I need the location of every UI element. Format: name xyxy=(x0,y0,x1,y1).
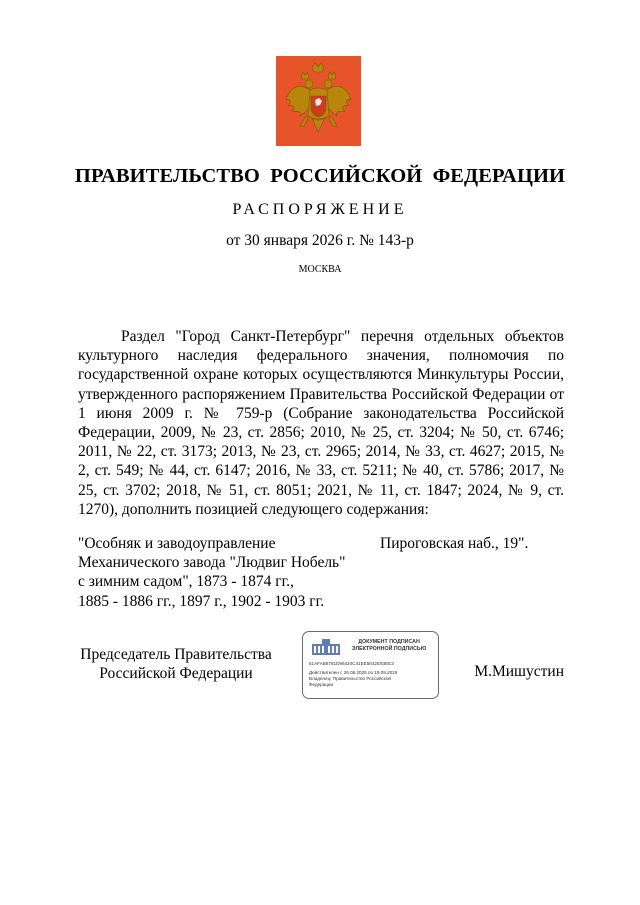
certificate-serial: 51AFAB8781D96420C41EE5042E93EE3 xyxy=(309,661,394,666)
signatory-position xyxy=(76,645,276,683)
heritage-object-name xyxy=(78,534,368,611)
stamp-title-line: ЭЛЕКТРОННОЙ ПОДПИСЬЮ xyxy=(351,646,427,652)
object-name-line: с зимним садом", 1873 - 1874 гг., xyxy=(78,573,294,591)
stamp-title xyxy=(343,639,435,653)
document-city: МОСКВА xyxy=(298,264,342,275)
certificate-validity: Действителен с 26.06.2025 по 19.09.2026 xyxy=(309,670,398,675)
stamp-title-line: ДОКУМЕНТ ПОДПИСАН xyxy=(358,639,420,645)
document-type: РАСПОРЯЖЕНИЕ xyxy=(232,201,408,218)
certificate-owner: Федерации xyxy=(309,682,334,687)
russian-coat-of-arms-icon xyxy=(276,56,361,146)
object-name-line: "Особняк и заводоуправление xyxy=(78,535,276,552)
certificate-owner: Владелец: Правительство Российской xyxy=(309,676,391,681)
government-title: ПРАВИТЕЛЬСТВО РОССИЙСКОЙ ФЕДЕРАЦИИ xyxy=(74,165,566,187)
heritage-object-address: Пироговская наб., 19". xyxy=(380,535,529,552)
body-paragraph: Раздел "Город Санкт-Петербург" перечня отдельных объектов культурного наследия федерального значения, полномочия по государственной охране которых осуществляются Минкультуры России, утвержденного распоряжением Правительства Российской Федерации от 1 июня 2009 г. № 759-р (Собрание законодательства Российской Федерации, 2009, № 23, ст. 2856; 2010, № 25, ст. 3204; № 50, ст. 6746; 2011, № 22, ст. 3173; 2013, № 23, ст. 2965; 2014, № 33, ст. 4627; 2015, № 2, ст. 549; № 44, ст. 6147; 2016, № 33, ст. 5211; № 40, ст. 5786; 2017, № 25, ст. 3702; 2018, № 51, ст. 8051; 2021, № 11, ст. 1847; 2024, № 9, ст. 1270), дополнить позицией следующего содержания: xyxy=(78,328,564,518)
object-name-line: Механического завода "Людвиг Нобель" xyxy=(78,554,346,572)
signatory-position-line: Российской Федерации xyxy=(99,665,253,682)
signatory-position-line: Председатель Правительства xyxy=(80,646,272,663)
government-building-icon xyxy=(311,638,341,656)
object-name-line: 1885 - 1886 гг., 1897 г., 1902 - 1903 гг. xyxy=(78,592,325,610)
document-date-number: от 30 января 2026 г. № 143-р xyxy=(226,232,414,249)
coat-of-arms-emblem xyxy=(276,56,361,146)
document-body xyxy=(78,327,564,519)
signatory-name: М.Мишустин xyxy=(474,663,564,680)
electronic-signature-stamp xyxy=(302,631,439,699)
